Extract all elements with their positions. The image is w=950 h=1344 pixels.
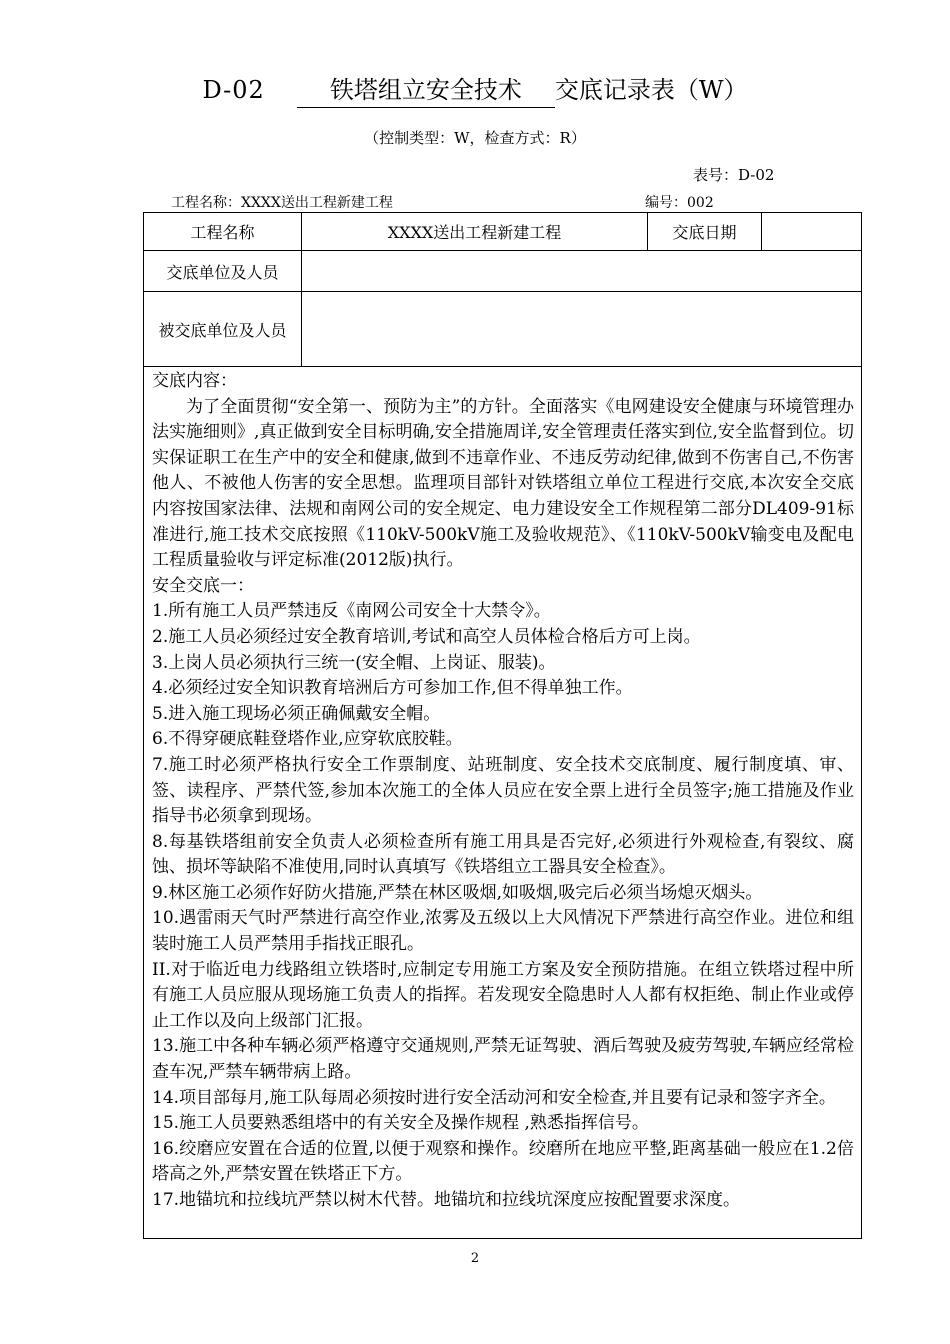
safety-item: 14.项目部每月,施工队每周必须按时进行安全活动河和安全检查,并且要有记录和签字齐全。	[152, 1087, 836, 1108]
receiving-unit-value	[302, 292, 862, 367]
disclosing-unit-label: 交底单位及人员	[144, 251, 302, 292]
safety-item: 17.地锚坑和拉线坑严禁以树木代替。地锚坑和拉线坑深度应按配置要求深度。	[152, 1190, 741, 1210]
safety-item: 9.林区施工必须作好防火措施,严禁在林区吸烟,如吸烟,吸完后必须当场熄灭烟头。	[152, 882, 763, 903]
receiving-unit-label: 被交底单位及人员	[144, 292, 302, 367]
disclosure-date-label: 交底日期	[648, 213, 762, 251]
safety-item: II.对于临近电力线路组立铁塔时,应制定专用施工方案及安全预防措施。在组立铁塔过程中所有施工人员应服从现场施工负责人的指挥。若发现安全隐患时人人都有权拒绝、制止作业或停止工作以及向上级部门汇报。	[152, 959, 854, 1031]
form-code: D-02	[202, 76, 265, 104]
document-title	[0, 70, 950, 108]
safety-item: 7.施工时必须严格执行安全工作票制度、站班制度、安全技术交底制度、履行制度填、审、签、读程序、严禁代签,参加本次施工的全体人员应在安全票上进行全员签字;施工措施及作业指导书必须拿到现场。	[152, 754, 854, 827]
serial-number: 编号：002	[645, 195, 714, 211]
project-name-value: XXXX送出工程新建工程	[302, 213, 648, 251]
section-title: 安全交底一：	[152, 575, 254, 596]
disclosure-date-value	[762, 213, 862, 251]
title-main: 铁塔组立安全技术	[297, 70, 555, 108]
project-name-line: 工程名称：XXXX送出工程新建工程	[171, 195, 393, 211]
safety-item: 4.必须经过安全知识教育培洲后方可参加工作,但不得单独工作。	[152, 678, 633, 699]
safety-item: 2.施工人员必须经过安全教育培训,考试和高空人员体检合格后方可上岗。	[152, 626, 701, 647]
safety-item: 6.不得穿硬底鞋登塔作业,应穿软底胶鞋。	[152, 729, 463, 750]
safety-item: 3.上岗人员必须执行三统一(安全帽、上岗证、服装)。	[152, 652, 556, 673]
safety-item: 1.所有施工人员严禁违反《南网公司安全十大禁令》。	[152, 601, 551, 622]
project-name-label: 工程名称	[144, 213, 302, 251]
control-type-subtitle: （控制类型：W，检查方式：R）	[364, 129, 586, 147]
safety-item: 10.遇雷雨天气时严禁进行高空作业,浓雾及五级以上大风情况下严禁进行高空作业。进位和组装时施工人员严禁用手指找正眼孔。	[152, 908, 854, 955]
safety-items-list	[152, 599, 854, 1213]
safety-item: 8.每基铁塔组前安全负责人必须检查所有施工用具是否完好,必须进行外观检查,有裂纹、腐蚀、损坏等缺陷不准使用,同时认真填写《铁塔组立工器具安全检查》。	[152, 831, 854, 878]
disclosure-content	[152, 369, 854, 1214]
disclosure-form-table	[143, 212, 862, 1239]
table-number: 表号：D-02	[693, 166, 775, 184]
disclosing-unit-value	[302, 251, 862, 292]
disclosure-content-cell	[144, 367, 862, 1239]
title-tail: 交底记录表（W）	[554, 76, 748, 104]
safety-item: 13.施工中各种车辆必须严格遵守交通规则,严禁无证驾驶、酒后驾驶及疲劳驾驶,车辆应经常检查车况,严禁车辆带病上路。	[152, 1036, 854, 1083]
page-number: 2	[470, 1251, 480, 1266]
safety-item: 15.施工人员要熟悉组塔中的有关安全及操作规程 ,熟悉指挥信号。	[152, 1113, 649, 1134]
content-intro: 为了全面贯彻“安全第一、预防为主”的方针。全面落实《电网建设安全健康与环境管理办法实施细则》,真正做到安全目标明确,安全措施周详,安全管理责任落实到位,安全监督到位。切实保证职工在生产中的安全和健康,做到不违章作业、不违反劳动纪律,做到不伤害自己,不伤害他人、不被他人伤害的安全思想。监理项目部针对铁塔组立单位工程进行交底,本次安全交底内容按国家法律、法规和南网公司的安全规定、电力建设安全工作规程第二部分DL409-91标准进行,施工技术交底按照《110kV-500kV施工及验收规范》、《110kV-500kV输变电及配电工程质量验收与评定标准(2012版)执行。	[152, 396, 854, 571]
content-heading: 交底内容：	[152, 371, 237, 391]
safety-item: 16.绞磨应安置在合适的位置,以便于观察和操作。绞磨所在地应平整,距离基础一般应在1.2倍塔高之外,严禁安置在铁塔正下方。	[152, 1138, 854, 1185]
safety-item: 5.进入施工现场必须正确佩戴安全帽。	[152, 703, 441, 724]
